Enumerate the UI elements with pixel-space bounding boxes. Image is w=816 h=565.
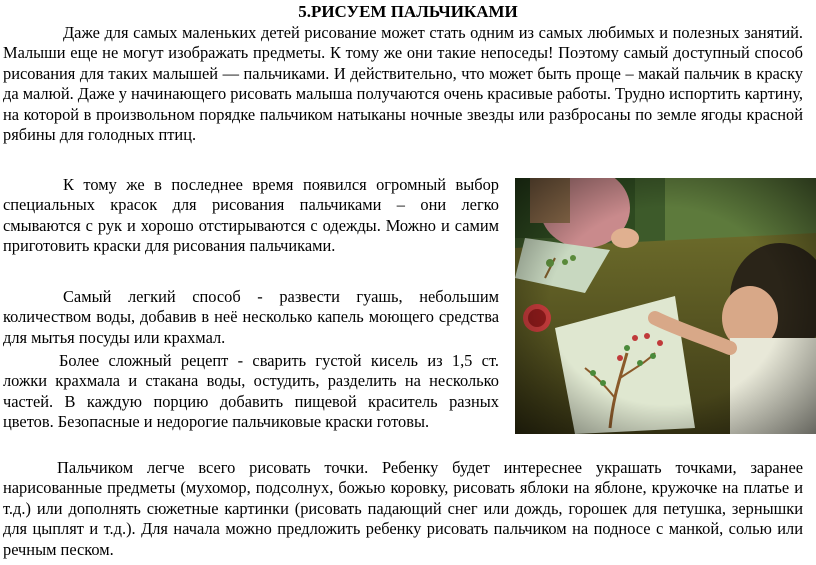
- paragraph-easy-method: Самый легкий способ - развести гуашь, небольшим количеством воды, добавив в неё несколько капель моющего средства для мытья посуды или крахмал.: [3, 287, 499, 347]
- children-finger-painting-photo: [515, 178, 816, 434]
- paragraph-special-paints: К тому же в последнее время появился огромный выбор специальных красок для рисования пальчиками – они легко смываются с рук и хорошо отстирываются с одежды. Можно и самим приготовить краски для рисования пальчиками.: [3, 175, 499, 256]
- paragraph-complex-recipe: Более сложный рецепт - сварить густой кисель из 1,5 ст. ложки крахмала и стакана воды, остудить, разделить на несколько частей. В каждую порцию добавить пищевой краситель разных цветов. Безопасные и недорогие пальчиковые краски готовы.: [3, 351, 499, 432]
- page-title: 5.РИСУЕМ ПАЛЬЧИКАМИ: [298, 2, 518, 21]
- paragraph-dots: Пальчиком легче всего рисовать точки. Ребенку будет интереснее украшать точками, заранее нарисованные предметы (мухомор, подсолнух, божью коровку, рисовать яблоки на яблоне, кружочке на платье и т.д.) или дополнять сюжетные картинки (рисовать падающий снег или дождь, горошек для петушка, зернышки для цыплят и т.д.). Для начала можно предложить ребенку рисовать пальчиком на подносе с манкой, солью или речным песком.: [3, 458, 803, 559]
- paragraph-intro: Даже для самых маленьких детей рисование может стать одним из самых любимых и полезных занятий. Малыши еще не могут изображать предметы. К тому же они такие непоседы! Поэтому самый доступный способ рисования для таких малышей — пальчиками. И действительно, что может быть проще – макай пальчик в краску да малюй. Даже у начинающего рисовать малыша получаются очень красивые работы. Трудно испортить картину, на которой в произвольном порядке пальчиком натыканы ночные звезды или разбросаны по земле ягоды красной рябины для голодных птиц.: [3, 23, 803, 145]
